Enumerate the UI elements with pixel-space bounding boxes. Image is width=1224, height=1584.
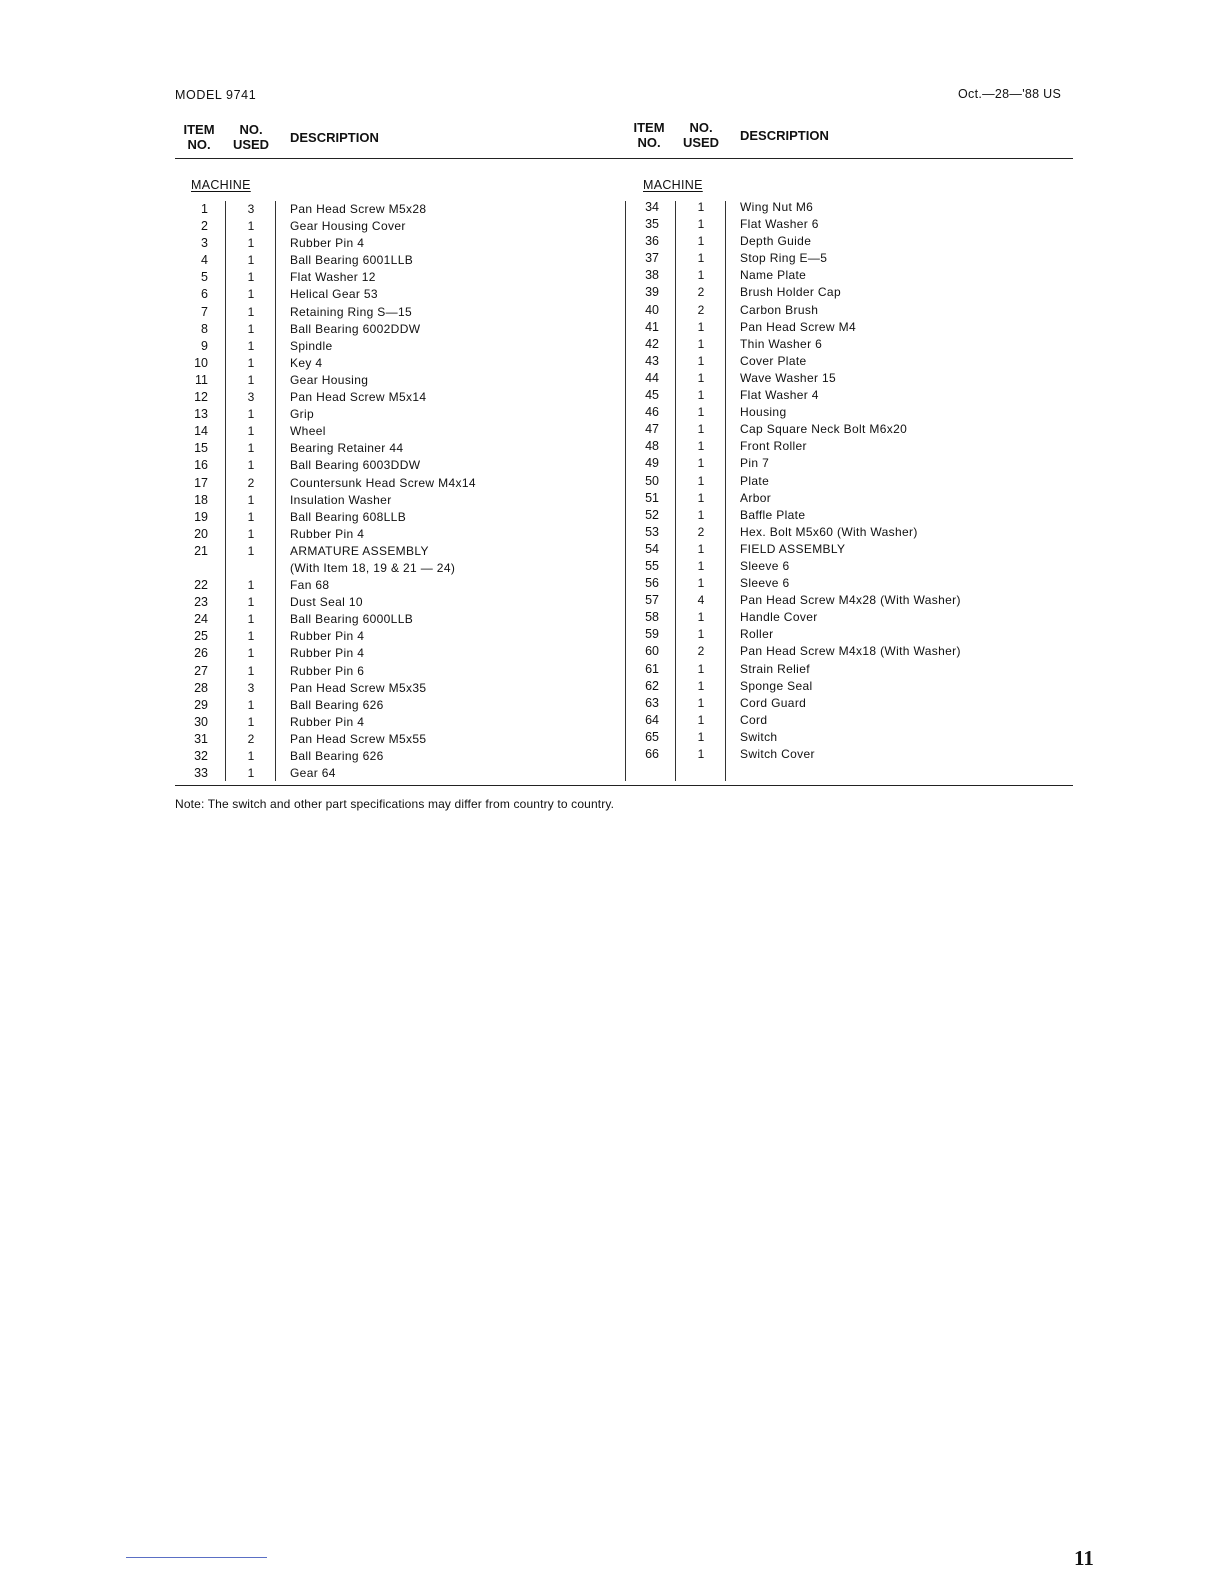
part-description: Brush Holder Cap: [740, 285, 841, 300]
column-separator: [275, 201, 276, 781]
part-description: Wave Washer 15: [740, 370, 837, 385]
item-no: 7: [201, 304, 208, 319]
item-no: 15: [194, 441, 208, 456]
part-description: Strain Relief: [740, 661, 810, 676]
qty-used: 1: [697, 319, 705, 334]
part-description: Ball Bearing 6003DDW: [290, 458, 421, 473]
item-no: 27: [194, 663, 208, 678]
part-description: Switch Cover: [740, 747, 815, 761]
item-no: 10: [194, 355, 208, 370]
column-separator: [625, 201, 626, 781]
item-no: 36: [645, 234, 659, 249]
item-no: 45: [645, 388, 659, 403]
qty-used: 1: [697, 541, 705, 556]
qty-used: 1: [247, 509, 255, 524]
qty-used: 1: [697, 370, 705, 385]
item-no: 26: [194, 646, 208, 661]
part-description: Wing Nut M6: [740, 200, 814, 214]
item-no: 20: [194, 526, 208, 541]
qty-used: 1: [247, 372, 255, 387]
item-no: 54: [645, 541, 659, 556]
part-description: Stop Ring E—5: [740, 251, 828, 266]
qty-used: 3: [247, 680, 255, 695]
qty-used: 1: [697, 422, 705, 437]
part-description: FIELD ASSEMBLY: [740, 541, 846, 556]
item-no: 14: [194, 424, 208, 439]
qty-used: 1: [697, 336, 705, 351]
part-description: Sleeve 6: [740, 576, 790, 591]
part-description: Handle Cover: [740, 610, 818, 625]
qty-used: 1: [697, 490, 705, 505]
item-no: 34: [645, 200, 659, 214]
item-no: 55: [645, 558, 659, 573]
part-description: Insulation Washer: [290, 492, 392, 507]
qty-used: 1: [247, 270, 255, 285]
qty-used: 1: [247, 766, 255, 781]
part-description: Pan Head Screw M4x18 (With Washer): [740, 644, 961, 659]
part-description: Sleeve 6: [740, 558, 790, 573]
item-no: 49: [645, 456, 659, 471]
qty-used: 1: [697, 353, 705, 368]
qty-used: 1: [697, 507, 705, 522]
part-description: Retaining Ring S—15: [290, 304, 413, 319]
item-no-header: ITEM NO.: [183, 122, 215, 152]
item-no: 39: [645, 285, 659, 300]
qty-used: 1: [697, 695, 705, 710]
item-no: 4: [201, 253, 208, 268]
qty-used: 1: [697, 405, 705, 420]
qty-used: 1: [697, 712, 705, 727]
qty-used: 2: [247, 731, 255, 746]
item-no: 56: [645, 576, 659, 591]
item-no: 38: [645, 268, 659, 283]
item-no: 19: [194, 509, 208, 524]
qty-used: 2: [697, 644, 705, 659]
qty-used: 1: [697, 558, 705, 573]
qty-used: 3: [247, 202, 255, 216]
part-description: Depth Guide: [740, 234, 812, 249]
item-no: 62: [645, 678, 659, 693]
item-no: 17: [194, 475, 208, 490]
column-separator: [675, 201, 676, 781]
part-description: Hex. Bolt M5x60 (With Washer): [740, 524, 918, 539]
part-description: Housing: [740, 405, 787, 420]
qty-used: 4: [697, 593, 705, 608]
part-description: Countersunk Head Screw M4x14: [290, 475, 476, 490]
item-no: 8: [201, 321, 208, 336]
item-no: 47: [645, 422, 659, 437]
part-description: Gear 64: [290, 766, 336, 781]
item-no: 29: [194, 697, 208, 712]
part-description: Pan Head Screw M5x28: [290, 202, 427, 216]
item-no: 1: [201, 202, 208, 216]
item-no: 50: [645, 473, 659, 488]
part-description: Carbon Brush: [740, 302, 819, 317]
item-no-header: ITEM NO.: [633, 120, 665, 150]
qty-used: 1: [697, 747, 705, 761]
qty-used: 1: [697, 217, 705, 232]
qty-used: 1: [697, 610, 705, 625]
item-no: 66: [645, 747, 659, 761]
part-description: Pan Head Screw M5x35: [290, 680, 427, 695]
no-used-header: NO. USED: [232, 122, 270, 152]
qty-used: 1: [697, 473, 705, 488]
part-description: Rubber Pin 4: [290, 526, 365, 541]
qty-used: 1: [247, 595, 255, 610]
qty-used: 1: [697, 439, 705, 454]
part-description: Rubber Pin 6: [290, 663, 365, 678]
qty-used: 1: [247, 424, 255, 439]
qty-used: 1: [697, 661, 705, 676]
item-no: 48: [645, 439, 659, 454]
item-no: 12: [194, 390, 208, 405]
part-description: Grip: [290, 407, 315, 422]
part-description: Ball Bearing 6001LLB: [290, 253, 414, 268]
item-no: 11: [195, 372, 208, 387]
qty-used: 1: [247, 492, 255, 507]
document-date: Oct.—28—'88 US: [958, 87, 1062, 101]
qty-used: 1: [247, 321, 255, 336]
item-no: 41: [645, 319, 659, 334]
qty-used: 1: [247, 526, 255, 541]
description-header: DESCRIPTION: [290, 130, 379, 145]
qty-used: 2: [697, 524, 705, 539]
column-separator: [225, 201, 226, 781]
table-bottom-rule: [175, 785, 1073, 786]
part-description: Rubber Pin 4: [290, 629, 365, 644]
qty-used: 3: [247, 390, 255, 405]
column-separator: [725, 201, 726, 781]
qty-used: 1: [247, 749, 255, 763]
qty-used: 1: [697, 678, 705, 693]
item-no: 18: [194, 492, 208, 507]
item-no: 59: [645, 627, 659, 642]
part-description: Name Plate: [740, 268, 807, 283]
part-description: Cap Square Neck Bolt M6x20: [740, 422, 908, 437]
item-no: 46: [645, 405, 659, 420]
item-no: 51: [645, 490, 659, 505]
part-description: Plate: [740, 473, 770, 488]
part-description: Sponge Seal: [740, 678, 813, 693]
qty-used: 1: [247, 304, 255, 319]
item-no: 60: [645, 644, 659, 659]
part-description: Spindle: [290, 338, 333, 353]
part-description: Thin Washer 6: [740, 336, 823, 351]
item-no: 65: [645, 729, 659, 744]
part-description: Bearing Retainer 44: [290, 441, 404, 456]
item-no: 9: [201, 338, 208, 353]
item-no: 43: [645, 353, 659, 368]
part-description: Ball Bearing 626: [290, 697, 384, 712]
qty-used: 1: [697, 627, 705, 642]
item-no: 3: [201, 236, 208, 251]
section-label-left: MACHINE: [191, 178, 251, 192]
qty-used: 1: [247, 697, 255, 712]
item-no: 53: [645, 524, 659, 539]
item-no: 28: [194, 680, 208, 695]
part-description: (With Item 18, 19 & 21 — 24): [290, 560, 456, 575]
footnote: Note: The switch and other part specifications may differ from country to country.: [175, 797, 615, 811]
part-description: Cord Guard: [740, 695, 807, 710]
model-label: MODEL 9741: [175, 88, 257, 102]
qty-used: 1: [697, 200, 705, 214]
part-description: Rubber Pin 4: [290, 714, 365, 729]
item-no: 58: [645, 610, 659, 625]
part-description: Gear Housing Cover: [290, 219, 406, 234]
item-no: 40: [645, 302, 659, 317]
qty-used: 2: [697, 285, 705, 300]
item-no: 33: [194, 766, 208, 781]
part-description: Front Roller: [740, 439, 807, 454]
header-divider: [175, 158, 1073, 159]
part-description: Baffle Plate: [740, 507, 806, 522]
part-description: Cord: [740, 712, 768, 727]
qty-used: 1: [697, 268, 705, 283]
item-no: 13: [194, 407, 208, 422]
qty-used: 1: [247, 646, 255, 661]
item-no: 57: [645, 593, 659, 608]
qty-used: 1: [247, 578, 255, 593]
item-no: 2: [201, 219, 208, 234]
item-no: 5: [201, 270, 208, 285]
part-description: Pan Head Screw M5x14: [290, 390, 427, 405]
qty-used: 1: [247, 407, 255, 422]
part-description: Flat Washer 12: [290, 270, 376, 285]
item-no: 64: [645, 712, 659, 727]
page-number: 11: [1074, 1546, 1094, 1570]
item-no: 31: [194, 731, 208, 746]
part-description: Ball Bearing 608LLB: [290, 509, 407, 524]
qty-used: 1: [697, 388, 705, 403]
qty-used: 1: [247, 441, 255, 456]
part-description: Pan Head Screw M4: [740, 319, 857, 334]
qty-used: 1: [247, 338, 255, 353]
qty-used: 1: [697, 251, 705, 266]
part-description: Pan Head Screw M4x28 (With Washer): [740, 593, 961, 608]
qty-used: 2: [247, 475, 255, 490]
section-label-right: MACHINE: [643, 178, 703, 192]
qty-used: 1: [247, 355, 255, 370]
qty-used: 2: [697, 302, 705, 317]
qty-used: 1: [247, 663, 255, 678]
qty-used: 1: [697, 456, 705, 471]
item-no: 35: [645, 217, 659, 232]
qty-used: 1: [247, 287, 255, 302]
item-no: 37: [645, 251, 659, 266]
qty-used: 1: [247, 629, 255, 644]
item-no: 6: [201, 287, 208, 302]
part-description: Dust Seal 10: [290, 595, 363, 610]
qty-used: 1: [247, 714, 255, 729]
qty-used: 1: [247, 236, 255, 251]
qty-used: 1: [247, 219, 255, 234]
part-description: Cover Plate: [740, 353, 807, 368]
item-no: 61: [645, 661, 659, 676]
part-description: Helical Gear 53: [290, 287, 378, 302]
qty-used: 1: [247, 253, 255, 268]
item-no: 44: [645, 370, 659, 385]
qty-used: 1: [697, 234, 705, 249]
no-used-header: NO. USED: [682, 120, 720, 150]
part-description: Key 4: [290, 355, 323, 370]
part-description: Roller: [740, 627, 774, 642]
item-no: 63: [645, 695, 659, 710]
part-description: Arbor: [740, 490, 772, 505]
part-description: Gear Housing: [290, 372, 369, 387]
item-no: 25: [194, 629, 208, 644]
part-description: Fan 68: [290, 578, 330, 593]
part-description: Switch: [740, 729, 778, 744]
part-description: Rubber Pin 4: [290, 236, 365, 251]
part-description: Flat Washer 6: [740, 217, 819, 232]
footer-rule: [126, 1557, 267, 1558]
part-description: Flat Washer 4: [740, 388, 819, 403]
item-no: 24: [194, 612, 208, 627]
item-no: 52: [645, 507, 659, 522]
qty-used: 1: [697, 576, 705, 591]
qty-used: 1: [247, 612, 255, 627]
item-no: 23: [194, 595, 208, 610]
item-no: 42: [645, 336, 659, 351]
part-description: Rubber Pin 4: [290, 646, 365, 661]
item-no: 30: [194, 714, 208, 729]
part-description: Pan Head Screw M5x55: [290, 731, 427, 746]
part-description: ARMATURE ASSEMBLY: [290, 543, 429, 558]
part-description: Ball Bearing 6000LLB: [290, 612, 414, 627]
part-description: Wheel: [290, 424, 326, 439]
qty-used: 1: [697, 729, 705, 744]
item-no: 21: [194, 543, 208, 558]
item-no: 16: [194, 458, 208, 473]
part-description: Ball Bearing 626: [290, 749, 384, 763]
part-description: Pin 7: [740, 456, 770, 471]
qty-used: 1: [247, 458, 255, 473]
description-header: DESCRIPTION: [740, 128, 829, 143]
item-no: 32: [194, 749, 208, 763]
qty-used: 1: [247, 543, 255, 558]
part-description: Ball Bearing 6002DDW: [290, 321, 421, 336]
item-no: 22: [194, 578, 208, 593]
